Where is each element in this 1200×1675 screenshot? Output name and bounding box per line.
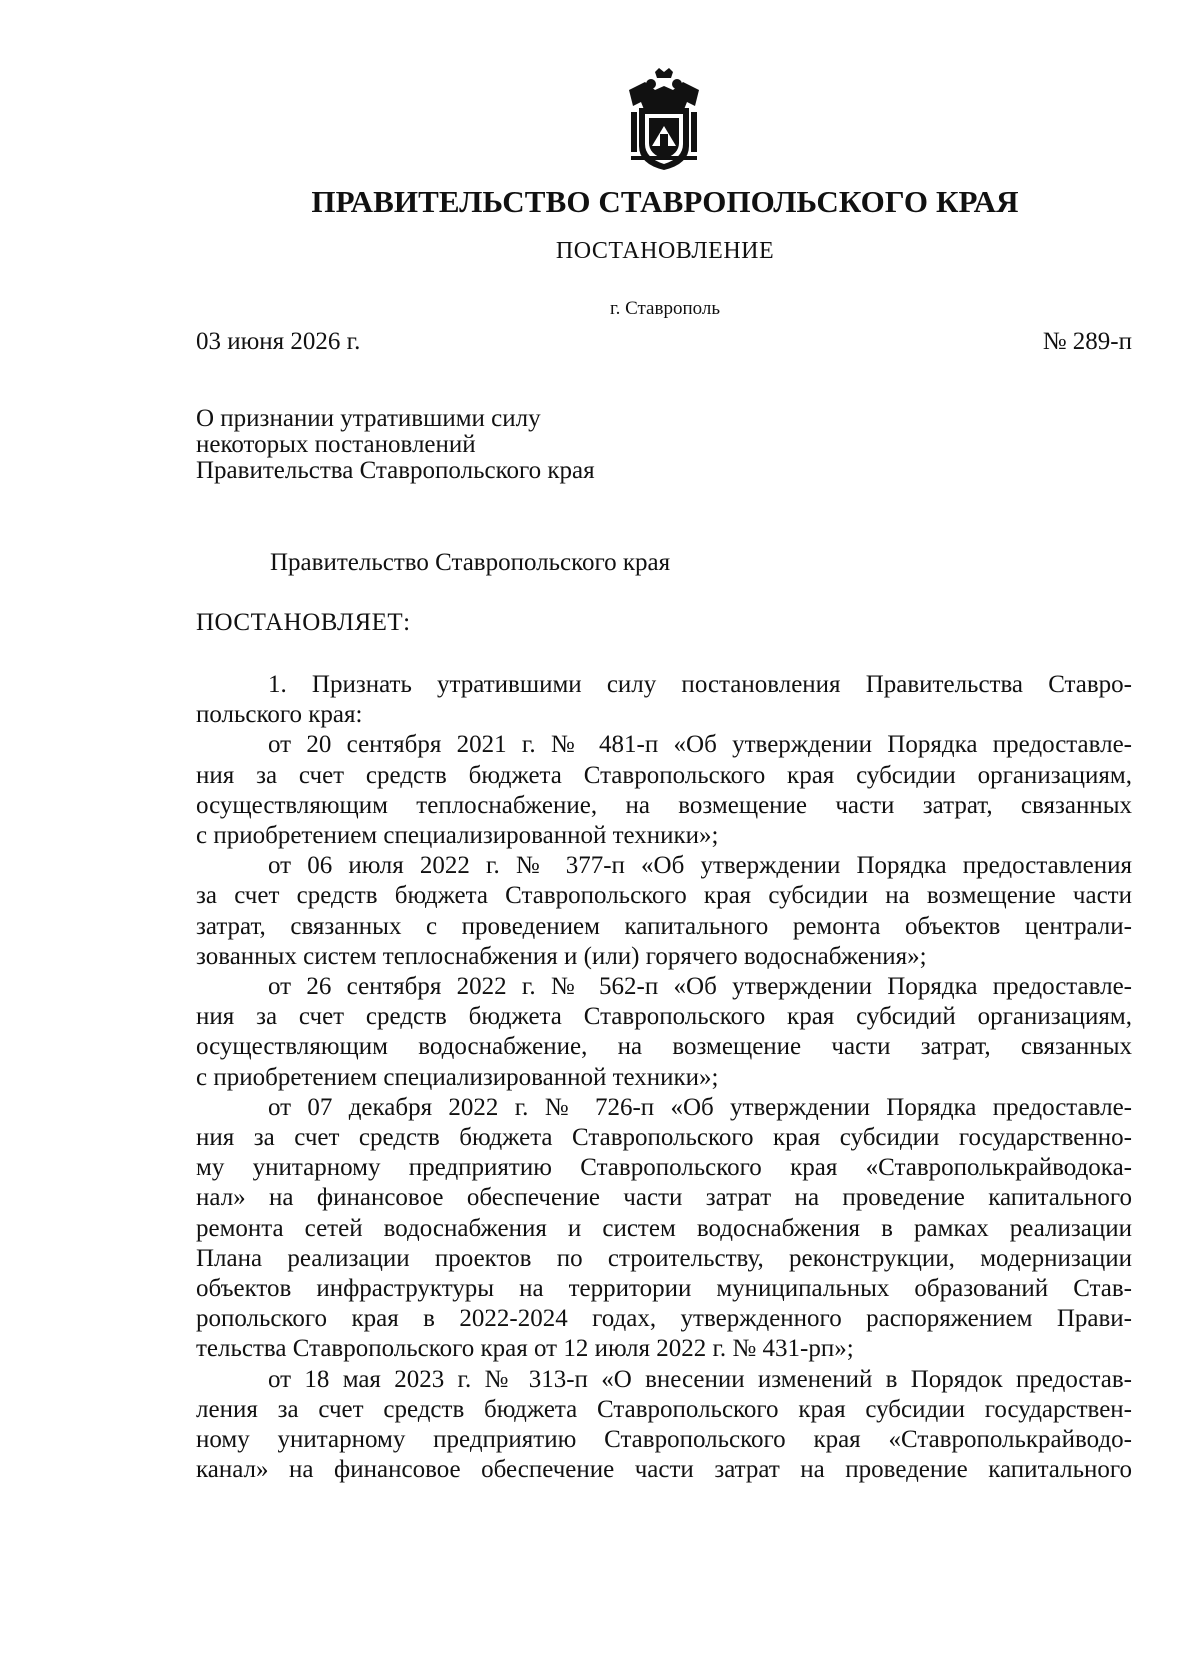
text-line: тельства Ставропольского края от 12 июля 2022 г. № 431-рп»; bbox=[196, 1335, 854, 1363]
preamble: Правительство Ставропольского края bbox=[270, 549, 671, 576]
text-line: от 26 сентября 2022 г. № 562-п «Об утверждении Порядка предоставле- bbox=[268, 973, 1132, 1001]
subject-line: Правительства Ставропольского края bbox=[196, 457, 595, 484]
document-number: № 289-п bbox=[1042, 328, 1132, 355]
text-line: ния за счет средств бюджета Ставропольского края субсидии организациям, bbox=[196, 761, 1132, 789]
text-line: с приобретением специализированной техники»; bbox=[196, 1063, 719, 1091]
text-line: польского края: bbox=[196, 701, 363, 729]
text-line: объектов инфраструктуры на территории муниципальных образований Став- bbox=[196, 1275, 1132, 1303]
text-line: осуществляющим теплоснабжение, на возмещение части затрат, связанных bbox=[196, 791, 1132, 819]
text-line: канал» на финансовое обеспечение части затрат на проведение капитального bbox=[196, 1456, 1132, 1484]
text-line: ному унитарному предприятию Ставропольского края «Ставрополькрайводо- bbox=[196, 1426, 1132, 1454]
document-subject bbox=[196, 406, 595, 484]
text-line: ния за счет средств бюджета Ставропольского края субсидии государственно- bbox=[196, 1124, 1132, 1152]
paragraph-3 bbox=[196, 851, 1132, 972]
document-type: ПОСТАНОВЛЕНИЕ bbox=[555, 238, 775, 264]
subject-line: О признании утратившими силу bbox=[196, 405, 541, 432]
text-line: ропольского края в 2022-2024 годах, утвержденного распоряжением Прави- bbox=[196, 1305, 1132, 1333]
city-name: г. Ставрополь bbox=[609, 298, 721, 319]
paragraph-5 bbox=[196, 1093, 1132, 1365]
text-line: зованных систем теплоснабжения и (или) горячего водоснабжения»; bbox=[196, 942, 927, 970]
coat-of-arms-icon bbox=[625, 68, 703, 172]
text-line: затрат, связанных с проведением капитального ремонта объектов централи- bbox=[196, 912, 1132, 940]
paragraph-4 bbox=[196, 972, 1132, 1093]
text-line: от 20 сентября 2021 г. № 481-п «Об утверждении Порядка предоставле- bbox=[268, 731, 1132, 759]
document-body bbox=[196, 670, 1132, 1485]
resolves-heading: ПОСТАНОВЛЯЕТ: bbox=[196, 609, 411, 636]
paragraph-2 bbox=[196, 730, 1132, 851]
paragraph-6 bbox=[196, 1365, 1132, 1486]
text-line: 1. Признать утратившими силу постановления Правительства Ставро- bbox=[268, 671, 1132, 698]
text-line: ния за счет средств бюджета Ставропольского края субсидий организациям, bbox=[196, 1003, 1132, 1031]
text-line: ремонта сетей водоснабжения и систем водоснабжения в рамках реализации bbox=[196, 1214, 1132, 1242]
text-line: от 07 декабря 2022 г. № 726-п «Об утверждении Порядка предоставле- bbox=[268, 1093, 1132, 1121]
text-line: му унитарному предприятию Ставропольского края «Ставрополькрайводока- bbox=[196, 1154, 1132, 1182]
text-line: осуществляющим водоснабжение, на возмещение части затрат, связанных bbox=[196, 1033, 1132, 1061]
text-line: Плана реализации проектов по строительству, реконструкции, модернизации bbox=[196, 1244, 1132, 1272]
text-line: нал» на финансовое обеспечение части затрат на проведение капитального bbox=[196, 1184, 1132, 1212]
paragraph-1 bbox=[196, 670, 1132, 730]
text-line: от 18 мая 2023 г. № 313-п «О внесении изменений в Порядок предостав- bbox=[268, 1365, 1132, 1393]
text-line: от 06 июля 2022 г. № 377-п «Об утверждении Порядка предоставления bbox=[268, 852, 1132, 880]
subject-line: некоторых постановлений bbox=[196, 431, 476, 458]
text-line: за счет средств бюджета Ставропольского края субсидии на возмещение части bbox=[196, 882, 1132, 910]
text-line: с приобретением специализированной техники»; bbox=[196, 822, 719, 850]
document-date: 03 июня 2026 г. bbox=[196, 328, 361, 355]
government-title: ПРАВИТЕЛЬСТВО СТАВРОПОЛЬСКОГО КРАЯ bbox=[311, 184, 1019, 219]
text-line: ления за счет средств бюджета Ставропольского края субсидии государствен- bbox=[196, 1395, 1132, 1423]
